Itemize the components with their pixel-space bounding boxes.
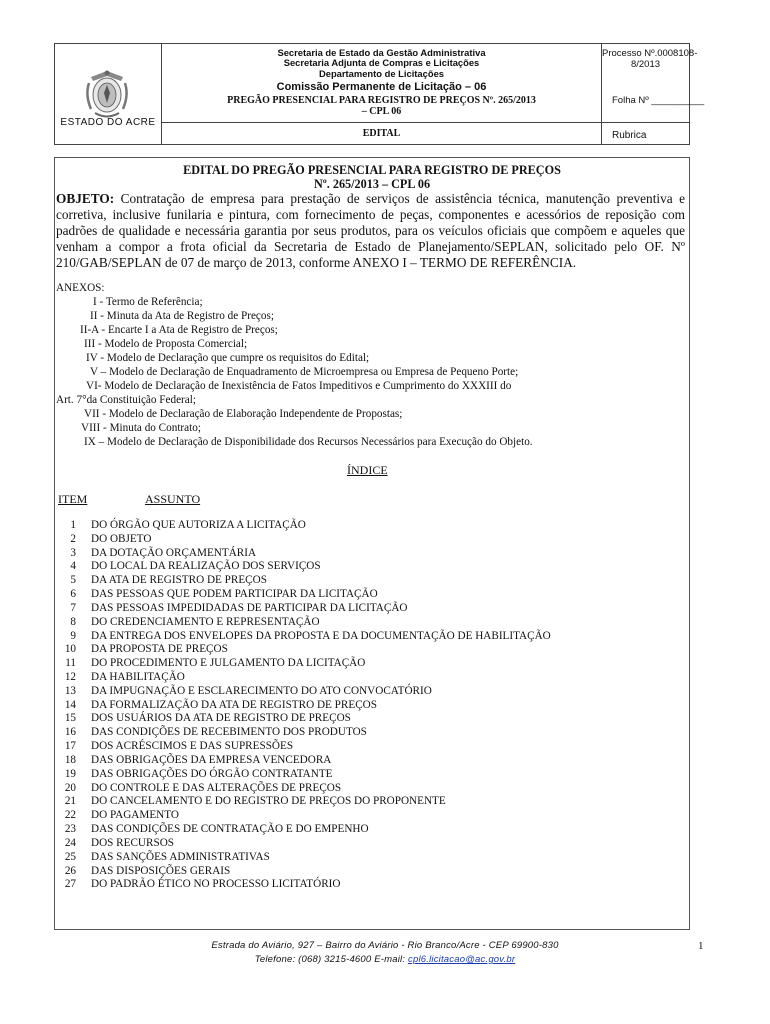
indice-item-title: DOS ACRÉSCIMOS E DAS SUPRESSÕES bbox=[91, 740, 294, 753]
indice-item-number: 18 bbox=[64, 753, 76, 766]
indice-item-title: DAS OBRIGAÇÕES DO ÓRGÃO CONTRATANTE bbox=[91, 767, 333, 780]
indice-item-number: 22 bbox=[64, 809, 76, 822]
indice-item-title: DA ENTREGA DOS ENVELOPES DA PROPOSTA E DA DOCUMENTAÇÃO DE HABILITAÇÃO bbox=[91, 629, 551, 642]
header-line2: Secretaria Adjunta de Compras e Licitações bbox=[283, 57, 480, 68]
indice-item-title: DO ÓRGÃO QUE AUTORIZA A LICITAÇÃO bbox=[91, 519, 306, 531]
header-title-cell bbox=[162, 44, 602, 144]
document-subtitle: Nº. 265/2013 – CPL 06 bbox=[313, 177, 431, 191]
estado-label: ESTADO DO ACRE bbox=[60, 117, 156, 128]
indice-item-number: 3 bbox=[70, 546, 76, 559]
footer-email-link[interactable]: cpl6.licitacao@ac.gov.br bbox=[408, 954, 516, 965]
anexo-item: IX – Modelo de Declaração de Disponibilidade dos Recursos Necessários para Execução do Objeto. bbox=[84, 436, 533, 448]
indice-item-number: 14 bbox=[64, 698, 76, 711]
footer-address: Estrada do Aviário, 927 – Bairro do Aviário - Rio Branco/Acre - CEP 69900-830 bbox=[211, 940, 559, 951]
indice-item-title: DAS CONDIÇÕES DE RECEBIMENTO DOS PRODUTOS bbox=[91, 726, 367, 739]
indice-item-number: 21 bbox=[64, 795, 76, 808]
indice-item-title: DA DOTAÇÃO ORÇAMENTÁRIA bbox=[91, 546, 257, 559]
edital-label: EDITAL bbox=[362, 128, 401, 139]
indice-item-title: DO CONTROLE E DAS ALTERAÇÕES DE PREÇOS bbox=[91, 781, 342, 794]
footer-phone: Telefone: (068) 3215-4600 E-mail: bbox=[254, 954, 409, 965]
state-seal-icon bbox=[81, 65, 133, 121]
processo-line1: Processo Nº.0008108- bbox=[602, 48, 698, 59]
anexo-item: II - Minuta da Ata de Registro de Preços; bbox=[90, 310, 274, 322]
pregao-line2: – CPL 06 bbox=[361, 106, 402, 117]
indice-item-number: 1 bbox=[70, 519, 76, 531]
indice-item-number: 6 bbox=[70, 588, 76, 601]
indice-item-number: 7 bbox=[70, 601, 76, 614]
indice-item-number: 27 bbox=[64, 878, 76, 891]
indice-item-title: DOS RECURSOS bbox=[91, 836, 174, 849]
rubrica-label: Rubrica bbox=[612, 130, 647, 141]
header-logo-cell bbox=[55, 44, 162, 144]
indice-item-title: DAS OBRIGAÇÕES DA EMPRESA VENCEDORA bbox=[91, 753, 332, 766]
indice-item-title: DO PROCEDIMENTO E JULGAMENTO DA LICITAÇÃO bbox=[91, 657, 366, 670]
header-divider bbox=[162, 122, 601, 123]
commission-title: Comissão Permanente de Licitação – 06 bbox=[276, 81, 487, 93]
objeto-label: OBJETO: bbox=[56, 191, 115, 206]
anexo-item: I - Termo de Referência; bbox=[93, 296, 203, 308]
anexo-item: V – Modelo de Declaração de Enquadramento de Microempresa ou Empresa de Pequeno Porte; bbox=[90, 366, 519, 378]
indice-item-number: 2 bbox=[70, 532, 76, 545]
indice-item-title: DA IMPUGNAÇÃO E ESCLARECIMENTO DO ATO CONVOCATÓRIO bbox=[91, 684, 432, 697]
indice-item-number: 5 bbox=[70, 574, 76, 587]
objeto-text: Contratação de empresa para prestação de serviços de assistência técnica, manutenção preventiva e corretiva, inclusive funilaria e pintura, com fornecimento de peças, componentes e acessórios de reposição com padrões de qualidade e necessária garantia por seus produtos, para os veículos oficiais que compõem e aqueles que venham a compor a frota oficial da Secretaria de Estado de Planejamento/SEPLAN, solicitado pelo OF. Nº 210/GAB/SEPLAN de 07 de março de 2013, conforme ANEXO I – TERMO DE REFERÊNCIA. bbox=[56, 191, 685, 270]
header-table bbox=[54, 43, 705, 145]
pregao-line1: PREGÃO PRESENCIAL PARA REGISTRO DE PREÇOS Nº. 265/2013 bbox=[227, 95, 536, 106]
indice-item-number: 19 bbox=[64, 767, 76, 780]
page-number: 1 bbox=[698, 940, 704, 952]
indice-item-title: DA FORMALIZAÇÃO DA ATA DE REGISTRO DE PREÇOS bbox=[91, 698, 377, 711]
indice-item-title: DO OBJETO bbox=[91, 532, 152, 545]
processo-line2: 8/2013 bbox=[630, 59, 661, 70]
anexo-item: IV - Modelo de Declaração que cumpre os requisitos do Edital; bbox=[86, 352, 370, 364]
indice-item-title: DAS PESSOAS QUE PODEM PARTICIPAR DA LICITAÇÃO bbox=[91, 588, 378, 601]
folha-field: Folha Nº __________ bbox=[612, 95, 705, 106]
column-assunto-header: ASSUNTO bbox=[145, 492, 201, 506]
anexo-item: VII - Modelo de Declaração de Elaboração Independente de Propostas; bbox=[84, 408, 403, 420]
anexo-item: VIII - Minuta do Contrato; bbox=[81, 422, 201, 434]
indice-item-title: DAS CONDIÇÕES DE CONTRATAÇÃO E DO EMPENHO bbox=[91, 823, 369, 836]
indice-item-title: DA PROPOSTA DE PREÇOS bbox=[91, 643, 228, 656]
indice-item-title: DAS DISPOSIÇÕES GERAIS bbox=[91, 864, 231, 877]
indice-item-number: 8 bbox=[70, 615, 76, 628]
indice-item-title: DOS USUÁRIOS DA ATA DE REGISTRO DE PREÇOS bbox=[91, 712, 351, 725]
indice-item-number: 24 bbox=[64, 836, 76, 849]
indice-item-number: 20 bbox=[64, 781, 76, 794]
anexo-item: VI- Modelo de Declaração de Inexistência de Fatos Impeditivos e Cumprimento do XXXIII do bbox=[86, 380, 512, 392]
indice-item-number: 9 bbox=[70, 629, 76, 642]
header-line1: Secretaria de Estado da Gestão Administrativa bbox=[277, 47, 486, 58]
indice-item-number: 23 bbox=[64, 823, 76, 836]
indice-item-title: DO CREDENCIAMENTO E REPRESENTAÇÃO bbox=[91, 615, 320, 628]
indice-item-number: 26 bbox=[64, 864, 76, 877]
indice-item-number: 15 bbox=[64, 712, 76, 725]
indice-item-number: 17 bbox=[64, 740, 76, 753]
anexo-item: Art. 7°da Constituição Federal; bbox=[56, 394, 196, 406]
indice-item-number: 25 bbox=[64, 850, 76, 863]
objeto-paragraph bbox=[56, 191, 685, 271]
indice-item-number: 13 bbox=[64, 684, 76, 697]
anexo-item: III - Modelo de Proposta Comercial; bbox=[84, 338, 248, 350]
process-divider bbox=[602, 122, 689, 123]
indice-item-title: DO PAGAMENTO bbox=[91, 809, 179, 822]
indice-item-title: DA HABILITAÇÃO bbox=[91, 671, 185, 684]
anexos-label: ANEXOS: bbox=[56, 282, 105, 294]
indice-item-number: 11 bbox=[65, 657, 76, 670]
header-line3: Departamento de Licitações bbox=[318, 68, 445, 79]
indice-item-title: DAS SANÇÕES ADMINISTRATIVAS bbox=[91, 850, 270, 863]
indice-item-title: DO CANCELAMENTO E DO REGISTRO DE PREÇOS DO PROPONENTE bbox=[91, 795, 446, 808]
document-title: EDITAL DO PREGÃO PRESENCIAL PARA REGISTRO DE PREÇOS bbox=[183, 163, 561, 177]
column-item-header: ITEM bbox=[58, 492, 88, 506]
header-process-cell bbox=[602, 44, 705, 144]
indice-item-title: DO PADRÃO ÉTICO NO PROCESSO LICITATÓRIO bbox=[91, 878, 341, 891]
indice-item-title: DAS PESSOAS IMPEDIDADAS DE PARTICIPAR DA LICITAÇÃO bbox=[91, 601, 408, 614]
indice-item-number: 10 bbox=[64, 643, 76, 656]
indice-item-number: 12 bbox=[64, 671, 76, 684]
indice-item-title: DA ATA DE REGISTRO DE PREÇOS bbox=[91, 574, 267, 587]
footer-contact bbox=[0, 954, 770, 965]
indice-item-title: DO LOCAL DA REALIZAÇÃO DOS SERVIÇOS bbox=[91, 560, 321, 573]
indice-title: ÍNDICE bbox=[347, 463, 388, 477]
anexo-item: II-A - Encarte I a Ata de Registro de Preços; bbox=[80, 324, 278, 336]
indice-item-number: 16 bbox=[64, 726, 76, 739]
indice-item-number: 4 bbox=[70, 560, 76, 573]
